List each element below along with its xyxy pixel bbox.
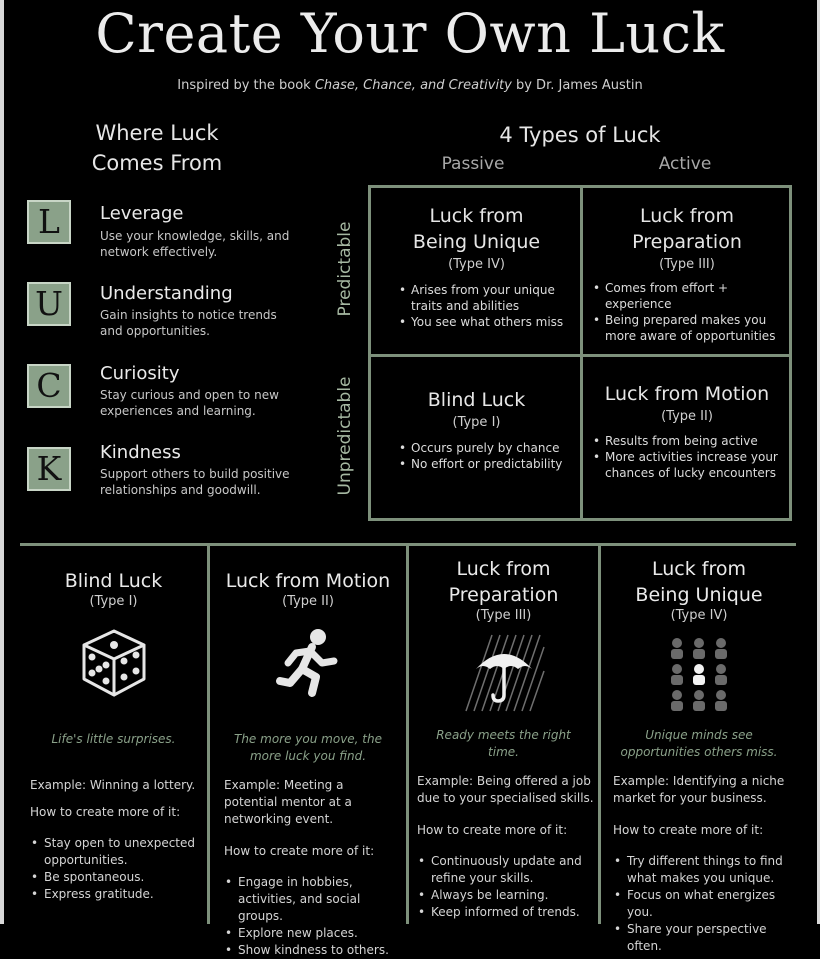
card-bullet: • Share your perspective often. xyxy=(613,921,791,955)
curiosity-desc: Stay curious and open to new experiences and learning. xyxy=(100,388,279,418)
subtitle-prefix: Inspired by the book xyxy=(177,78,315,93)
curiosity-name: Curiosity xyxy=(100,363,180,384)
types-grid xyxy=(368,185,792,521)
luck-from-preparation-card xyxy=(409,546,598,921)
where-luck-heading xyxy=(62,118,252,178)
card-how-heading: How to create more of it: xyxy=(224,844,375,858)
card-type: (Type I) xyxy=(89,594,138,609)
card-bullets xyxy=(224,874,404,959)
subtitle xyxy=(0,78,820,93)
type-iii-bullets xyxy=(593,280,781,344)
card-bullet: • Always be learning. xyxy=(417,887,589,904)
types-heading: 4 Types of Luck xyxy=(499,123,661,147)
kindness-desc: Support others to build positive relationships and goodwill. xyxy=(100,467,290,497)
understanding-desc: Gain insights to notice trends and opportunities. xyxy=(100,308,277,338)
subtitle-suffix: by Dr. James Austin xyxy=(511,78,643,93)
card-bullets xyxy=(613,853,791,955)
type-iv-cell xyxy=(371,188,580,354)
dice-icon xyxy=(20,623,207,731)
type-iv-bullet: • You see what others miss xyxy=(399,314,568,330)
umbrella-rain-icon xyxy=(409,631,598,727)
type-ii-cell xyxy=(583,357,789,518)
type-iii-bullet: • Being prepared makes you more aware of opportunities xyxy=(593,312,781,344)
type-iv-title-line1: Luck from xyxy=(429,205,524,227)
card-bullet: • Be spontaneous. xyxy=(30,869,202,886)
card-how-heading: How to create more of it: xyxy=(417,823,568,837)
type-i-title: Blind Luck xyxy=(427,389,526,411)
type-iv-bullet: • Arises from your unique traits and abilities xyxy=(399,282,568,314)
type-iv-label: (Type IV) xyxy=(448,257,505,272)
passive-column-label: Passive xyxy=(441,154,505,174)
card-example: Example: Meeting a potential mentor at a networking event. xyxy=(224,778,352,826)
type-iii-title-line1: Luck from xyxy=(640,205,734,227)
card-bullet: • Explore new places. xyxy=(224,925,404,942)
active-column-label: Active xyxy=(658,154,712,174)
page-title: Create Your Own Luck xyxy=(95,2,725,65)
card-tagline: The more you move, the more luck you find. xyxy=(234,732,382,763)
leverage-name: Leverage xyxy=(100,203,184,224)
card-title-line1: Luck from xyxy=(456,558,551,580)
card-bullet: • Continuously update and refine your skills. xyxy=(417,853,589,887)
card-type: (Type II) xyxy=(282,594,334,609)
subtitle-book-title: Chase, Chance, and Creativity xyxy=(314,78,512,93)
card-bullet: • Keep informed of trends. xyxy=(417,904,589,921)
card-title-line2: Preparation xyxy=(448,584,559,606)
letter-l-box: L xyxy=(27,200,71,244)
card-example: Example: Identifying a niche market for your business. xyxy=(613,774,785,805)
unpredictable-row-label: Unpredictable xyxy=(335,376,355,496)
unique-person-icon xyxy=(601,631,797,727)
card-example: Example: Being offered a job due to your specialised skills. xyxy=(417,774,594,805)
card-title: Blind Luck xyxy=(64,570,163,592)
luck-from-being-unique-card xyxy=(601,546,797,955)
type-iv-bullets xyxy=(385,282,568,330)
card-example: Example: Winning a lottery. xyxy=(30,778,196,792)
type-i-bullets xyxy=(385,440,568,472)
type-ii-bullet: • Results from being active xyxy=(593,433,781,449)
card-bullet: • Engage in hobbies, activities, and social groups. xyxy=(224,874,404,925)
card-bullet: • Focus on what energizes you. xyxy=(613,887,791,921)
left-frame-edge xyxy=(0,0,4,924)
type-ii-bullet: • More activities increase your chances of lucky encounters xyxy=(593,449,781,481)
card-tagline: Ready meets the right time. xyxy=(436,728,571,759)
card-bullets xyxy=(30,835,202,903)
card-title-line1: Luck from xyxy=(652,558,746,580)
leverage-desc: Use your knowledge, skills, and network effectively. xyxy=(100,229,290,259)
type-i-cell xyxy=(371,357,580,518)
letter-c-box: C xyxy=(27,364,71,408)
card-bullet: • Try different things to find what makes you unique. xyxy=(613,853,791,887)
letter-k-box: K xyxy=(27,447,71,491)
type-ii-label: (Type II) xyxy=(661,409,713,424)
card-bullet: • Stay open to unexpected opportunities. xyxy=(30,835,202,869)
where-luck-heading-line2: Comes From xyxy=(91,151,223,175)
type-ii-title: Luck from Motion xyxy=(604,383,770,405)
type-i-bullet: • No effort or predictability xyxy=(399,456,568,472)
where-luck-heading-line1: Where Luck xyxy=(95,121,219,145)
type-iii-cell xyxy=(583,188,789,354)
type-iii-label: (Type III) xyxy=(659,257,715,272)
card-title-line2: Being Unique xyxy=(635,584,763,606)
card-bullet: • Show kindness to others. xyxy=(224,942,404,959)
luck-from-motion-card xyxy=(210,546,406,959)
card-bullet: • Express gratitude. xyxy=(30,886,202,903)
running-person-icon xyxy=(210,623,406,731)
type-iii-title-line2: Preparation xyxy=(632,231,742,253)
blind-luck-card xyxy=(20,546,207,903)
card-how-heading: How to create more of it: xyxy=(30,805,181,819)
card-title: Luck from Motion xyxy=(225,570,391,592)
kindness-name: Kindness xyxy=(100,442,181,463)
type-iii-bullet: • Comes from effort + experience xyxy=(593,280,781,312)
type-i-label: (Type I) xyxy=(452,415,501,430)
type-i-bullet: • Occurs purely by chance xyxy=(399,440,568,456)
type-ii-bullets xyxy=(593,433,781,481)
card-how-heading: How to create more of it: xyxy=(613,823,764,837)
card-tagline: Life's little surprises. xyxy=(51,732,176,746)
letter-u-box: U xyxy=(27,282,71,326)
card-tagline: Unique minds see opportunities others miss. xyxy=(620,728,778,759)
predictable-row-label: Predictable xyxy=(335,221,355,317)
card-bullets xyxy=(417,853,589,921)
card-type: (Type IV) xyxy=(670,608,728,623)
type-iv-title-line2: Being Unique xyxy=(412,231,541,253)
understanding-name: Understanding xyxy=(100,283,233,304)
card-type: (Type III) xyxy=(475,608,532,623)
